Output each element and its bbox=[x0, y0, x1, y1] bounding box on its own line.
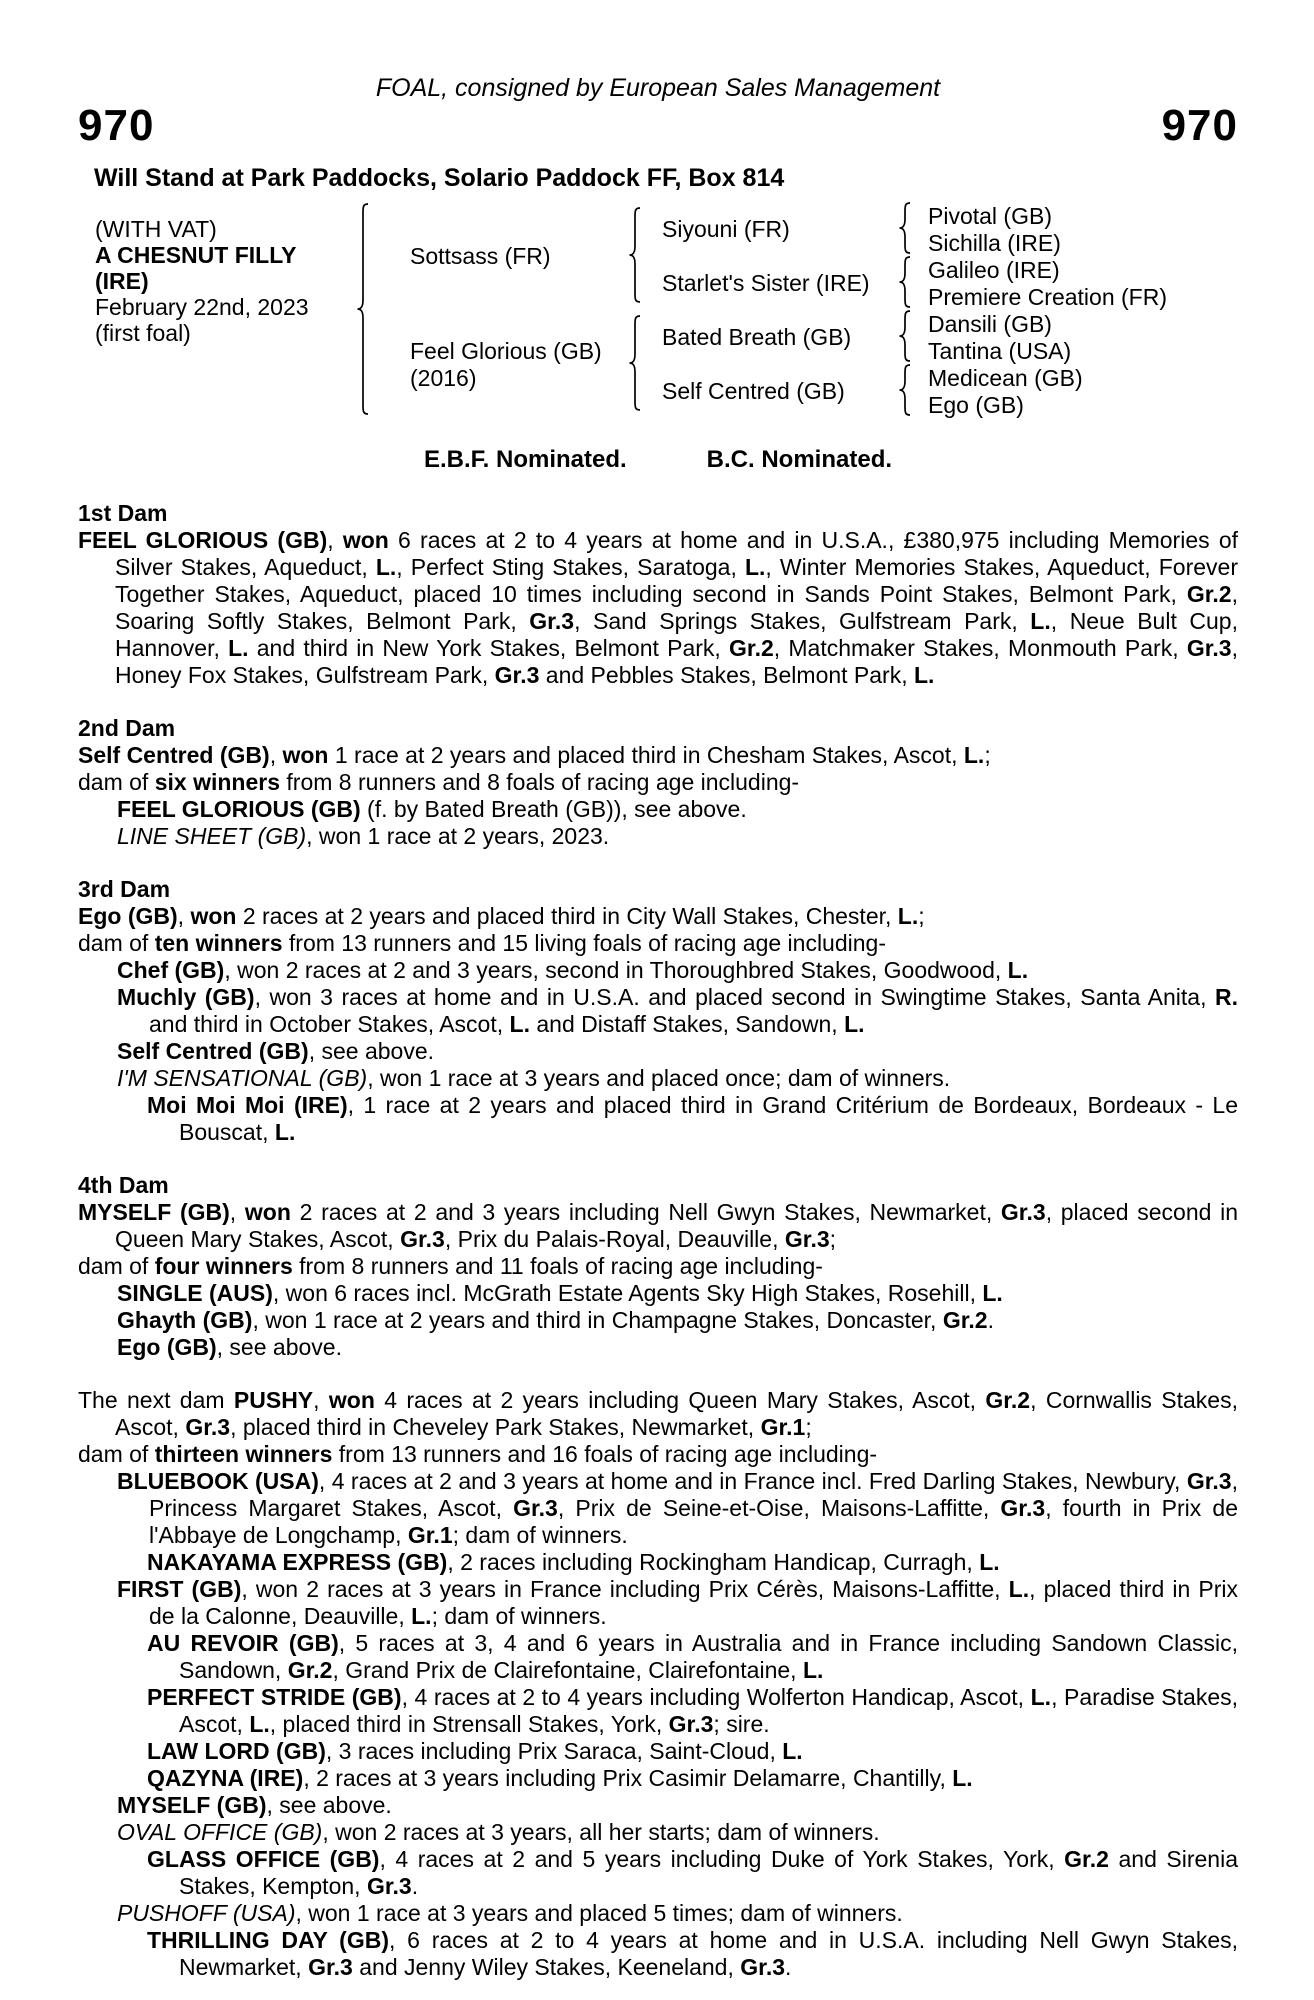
dam-heading: 3rd Dam bbox=[78, 876, 171, 902]
foal-detail-line: A CHESNUT FILLY bbox=[95, 242, 297, 268]
emphasized-text: Gr.3 bbox=[784, 1226, 830, 1252]
body-text: , 4 races at 2 and 5 years including Duke of York Stakes, York, bbox=[379, 1846, 1065, 1872]
foal-details bbox=[95, 216, 309, 346]
emphasized-text: Gr.2 bbox=[985, 1387, 1031, 1413]
body-text: , won 3 races at home and in U.S.A. and placed second in Swingtime Stakes, Santa Anita, bbox=[254, 984, 1215, 1010]
pedigree-paragraph bbox=[117, 1819, 1238, 1846]
lot-number-right: 970 bbox=[1161, 101, 1238, 150]
pedigree-horse-name: Pivotal (GB) bbox=[928, 203, 1052, 229]
stand-location-line: Will Stand at Park Paddocks, Solario Paddock FF, Box 814 bbox=[94, 164, 785, 192]
emphasized-text: FEEL GLORIOUS (GB) bbox=[117, 796, 361, 822]
body-text: (f. by Bated Breath (GB)), see above. bbox=[360, 796, 747, 822]
nominations-row bbox=[78, 446, 1238, 474]
emphasized-text: L. bbox=[897, 903, 919, 929]
emphasized-text: Muchly (GB) bbox=[117, 984, 255, 1010]
dam-section bbox=[78, 1387, 1238, 1981]
body-text: , 4 races at 2 to 4 years including Wolferton Handicap, Ascot, bbox=[401, 1684, 1031, 1710]
emphasized-text: Gr.2 bbox=[1064, 1846, 1109, 1872]
pedigree-brace-icon bbox=[896, 256, 914, 313]
emphasized-text: L. bbox=[963, 742, 985, 768]
bc-nominated-label: B.C. Nominated. bbox=[706, 446, 893, 473]
emphasized-text: FIRST (GB) bbox=[117, 1576, 242, 1602]
pedigree-brace-icon bbox=[896, 364, 914, 421]
pedigree-paragraph bbox=[78, 527, 1239, 689]
body-text: 1 race at 2 years and placed third in Chesham Stakes, Ascot, bbox=[328, 742, 964, 768]
pedigree-tree bbox=[78, 196, 1238, 430]
body-text: ; sire. bbox=[713, 1711, 770, 1737]
emphasized-text: L. bbox=[411, 1603, 432, 1629]
pedigree-horse-name: Starlet's Sister (IRE) bbox=[662, 270, 870, 296]
body-text: , bbox=[327, 527, 343, 553]
pedigree-horse-name: Sichilla (IRE) bbox=[928, 230, 1061, 256]
body-text: , bbox=[313, 1387, 329, 1413]
body-text: ; bbox=[805, 1414, 812, 1440]
emphasized-text: Gr.3 bbox=[494, 662, 540, 688]
emphasized-text: L. bbox=[228, 635, 249, 661]
body-text: , placed third in Strensall Stakes, York, bbox=[269, 1711, 669, 1737]
ebf-nominated-label: E.B.F. Nominated. bbox=[423, 446, 627, 473]
body-text: , Prix de Seine-et-Oise, Maisons-Laffitte, bbox=[557, 1495, 1001, 1521]
emphasized-text: Self Centred (GB) bbox=[78, 742, 270, 768]
pedigree-paragraph bbox=[117, 1280, 1238, 1307]
body-text: , Cornwallis Stakes, Ascot, bbox=[115, 1387, 1238, 1440]
pedigree-paragraph bbox=[117, 1038, 1238, 1065]
lot-number-row bbox=[78, 101, 1238, 152]
body-text: and Pebbles Stakes, Belmont Park, bbox=[539, 662, 914, 688]
emphasized-text: won bbox=[342, 527, 389, 553]
emphasized-text: six winners bbox=[154, 769, 280, 795]
pedigree-horse-name: Sottsass (FR) bbox=[410, 243, 551, 269]
pedigree-paragraph bbox=[117, 984, 1238, 1038]
emphasized-text: L. bbox=[914, 662, 935, 688]
body-text: , Princess Margaret Stakes, Ascot, bbox=[149, 1468, 1238, 1521]
emphasized-text: GLASS OFFICE (GB) bbox=[147, 1846, 380, 1872]
body-text: and third in October Stakes, Ascot, bbox=[149, 1011, 510, 1037]
emphasized-text: Gr.2 bbox=[942, 1307, 988, 1333]
emphasized-text: Gr.2 bbox=[1186, 581, 1232, 607]
emphasized-text: Chef (GB) bbox=[117, 957, 225, 983]
emphasized-text: LINE SHEET (GB) bbox=[117, 823, 307, 849]
emphasized-text: Gr.3 bbox=[308, 1954, 353, 1980]
emphasized-text: Gr.2 bbox=[729, 635, 774, 661]
body-text: , see above. bbox=[266, 1792, 392, 1818]
body-text: 4 races at 2 years including Queen Mary Stakes, Ascot, bbox=[374, 1387, 986, 1413]
pedigree-paragraph bbox=[78, 1387, 1238, 1441]
body-text: , won 6 races incl. McGrath Estate Agents Sky High Stakes, Rosehill, bbox=[272, 1280, 983, 1306]
pedigree-horse-name: Dansili (GB) bbox=[928, 311, 1052, 337]
body-text: , see above. bbox=[308, 1038, 434, 1064]
emphasized-text: Gr.3 bbox=[366, 1873, 412, 1899]
body-text: , Neue Bult Cup, Hannover, bbox=[115, 608, 1238, 661]
emphasized-text: MYSELF (GB) bbox=[117, 1792, 267, 1818]
emphasized-text: won bbox=[244, 1199, 291, 1225]
emphasized-text: thirteen winners bbox=[154, 1441, 333, 1467]
body-text: and third in New York Stakes, Belmont Park, bbox=[248, 635, 729, 661]
body-text: , 5 races at 3, 4 and 6 years in Australia and in France including Sandown Classic, Sandown, bbox=[179, 1630, 1238, 1683]
emphasized-text: L. bbox=[249, 1711, 270, 1737]
pedigree-horse-name: Medicean (GB) bbox=[928, 365, 1083, 391]
emphasized-text: R. bbox=[1214, 984, 1238, 1010]
body-text: from 13 runners and 16 foals of racing age including- bbox=[332, 1441, 878, 1467]
emphasized-text: L. bbox=[802, 1657, 824, 1683]
emphasized-text: THRILLING DAY (GB) bbox=[147, 1927, 390, 1953]
emphasized-text: Moi Moi Moi (IRE) bbox=[147, 1092, 348, 1118]
pedigree-paragraph bbox=[78, 742, 1238, 769]
emphasized-text: L. bbox=[982, 1280, 1003, 1306]
emphasized-text: L. bbox=[744, 554, 766, 580]
pedigree-paragraph bbox=[78, 1441, 1238, 1468]
lot-number-left: 970 bbox=[78, 101, 155, 150]
pedigree-horse-name: Siyouni (FR) bbox=[662, 216, 790, 242]
foal-detail-line: February 22nd, 2023 bbox=[95, 294, 309, 320]
body-text: , won 2 races at 3 years, all her starts; dam of winners. bbox=[322, 1819, 880, 1845]
emphasized-text: Ego (GB) bbox=[117, 1334, 217, 1360]
body-text: , won 1 race at 3 years and placed once; dam of winners. bbox=[367, 1065, 951, 1091]
pedigree-paragraph bbox=[117, 1468, 1238, 1549]
body-text: dam of bbox=[78, 1253, 155, 1279]
pedigree-paragraph bbox=[147, 1684, 1238, 1738]
emphasized-text: QAZYNA (IRE) bbox=[147, 1765, 304, 1791]
emphasized-text: AU REVOIR (GB) bbox=[147, 1630, 339, 1656]
emphasized-text: Gr.1 bbox=[760, 1414, 806, 1440]
pedigree-paragraph bbox=[117, 1334, 1238, 1361]
pedigree-paragraph bbox=[78, 903, 1238, 930]
emphasized-text: won bbox=[190, 903, 237, 929]
pedigree-brace-icon bbox=[626, 315, 644, 416]
pedigree-horse-name: (2016) bbox=[410, 365, 477, 391]
emphasized-text: Gr.3 bbox=[1186, 635, 1232, 661]
pedigree-paragraph bbox=[147, 1765, 1238, 1792]
body-text: , placed second in Queen Mary Stakes, Ascot, bbox=[115, 1199, 1239, 1252]
emphasized-text: Gr.3 bbox=[1000, 1199, 1046, 1225]
body-text: , 1 race at 2 years and placed third in Grand Critérium de Bordeaux, Bordeaux - Le Bouscat, bbox=[179, 1092, 1238, 1145]
body-text: , bbox=[177, 903, 191, 929]
emphasized-text: Gr.2 bbox=[287, 1657, 333, 1683]
pedigree-horse-name: Galileo (IRE) bbox=[928, 257, 1060, 283]
emphasized-text: won bbox=[328, 1387, 375, 1413]
pedigree-paragraph bbox=[117, 823, 1238, 850]
body-text: . bbox=[411, 1873, 419, 1899]
body-text: , 3 races including Prix Saraca, Saint-Cloud, bbox=[325, 1738, 783, 1764]
emphasized-text: Self Centred (GB) bbox=[117, 1038, 309, 1064]
emphasized-text: L. bbox=[979, 1549, 1000, 1575]
emphasized-text: Gr.3 bbox=[185, 1414, 231, 1440]
pedigree-paragraph bbox=[147, 1927, 1239, 1981]
emphasized-text: L. bbox=[1007, 957, 1029, 983]
emphasized-text: L. bbox=[1008, 1576, 1030, 1602]
body-text: ; dam of winners. bbox=[431, 1603, 607, 1629]
pedigree-paragraph bbox=[117, 957, 1238, 984]
body-text: 2 races at 2 years and placed third in City Wall Stakes, Chester, bbox=[236, 903, 898, 929]
emphasized-text: I'M SENSATIONAL (GB) bbox=[117, 1065, 368, 1091]
foal-detail-line: (WITH VAT) bbox=[95, 216, 217, 242]
pedigree-horse-name: Tantina (USA) bbox=[928, 338, 1072, 364]
emphasized-text: L. bbox=[1030, 1684, 1052, 1710]
pedigree-paragraph bbox=[147, 1630, 1238, 1684]
emphasized-text: LAW LORD (GB) bbox=[147, 1738, 326, 1764]
pedigree-paragraph bbox=[78, 1253, 1238, 1280]
pedigree-paragraph bbox=[147, 1549, 1238, 1576]
body-text: , Matchmaker Stakes, Monmouth Park, bbox=[773, 635, 1187, 661]
body-text: from 8 runners and 11 foals of racing age including- bbox=[292, 1253, 823, 1279]
emphasized-text: Gr.3 bbox=[1186, 1468, 1232, 1494]
emphasized-text: won bbox=[282, 742, 329, 768]
body-text: , bbox=[229, 1199, 245, 1225]
foal-detail-line: (IRE) bbox=[95, 268, 149, 294]
body-text: , won 1 race at 2 years and third in Champagne Stakes, Doncaster, bbox=[252, 1307, 943, 1333]
emphasized-text: PUSHY bbox=[233, 1387, 314, 1413]
emphasized-text: OVAL OFFICE (GB) bbox=[117, 1819, 323, 1845]
body-text: ; dam of winners. bbox=[452, 1522, 628, 1548]
pedigree-paragraph bbox=[78, 1199, 1239, 1253]
dam-sections bbox=[78, 500, 1238, 1981]
pedigree-paragraph bbox=[147, 1738, 1238, 1765]
pedigree-paragraph bbox=[78, 930, 1238, 957]
emphasized-text: PERFECT STRIDE (GB) bbox=[147, 1684, 402, 1710]
emphasized-text: L. bbox=[952, 1765, 973, 1791]
pedigree-paragraph bbox=[117, 796, 1238, 823]
emphasized-text: L. bbox=[844, 1011, 865, 1037]
body-text: , see above. bbox=[216, 1334, 342, 1360]
body-text: ; bbox=[829, 1226, 837, 1252]
emphasized-text: L. bbox=[375, 554, 397, 580]
pedigree-paragraph bbox=[117, 1900, 1238, 1927]
emphasized-text: NAKAYAMA EXPRESS (GB) bbox=[147, 1549, 448, 1575]
body-text: , Sand Springs Stakes, Gulfstream Park, bbox=[574, 608, 1031, 634]
dam-section bbox=[78, 876, 1238, 1146]
dam-section bbox=[78, 715, 1238, 850]
emphasized-text: FEEL GLORIOUS (GB) bbox=[78, 527, 328, 553]
emphasized-text: BLUEBOOK (USA) bbox=[117, 1468, 319, 1494]
pedigree-paragraph bbox=[147, 1092, 1238, 1146]
body-text: and Jenny Wiley Stakes, Keeneland, bbox=[352, 1954, 741, 1980]
body-text: dam of bbox=[78, 1441, 155, 1467]
emphasized-text: L. bbox=[509, 1011, 530, 1037]
body-text: , 2 races at 3 years including Prix Casimir Delamarre, Chantilly, bbox=[303, 1765, 953, 1791]
body-text: dam of bbox=[78, 769, 155, 795]
emphasized-text: L. bbox=[274, 1119, 296, 1145]
dam-section bbox=[78, 500, 1238, 689]
emphasized-text: Gr.3 bbox=[400, 1226, 445, 1252]
emphasized-text: SINGLE (AUS) bbox=[117, 1280, 273, 1306]
body-text: 6 races at 2 to 4 years at home and in U.S.A., £380,975 including Memories of Silver Stakes, Aqueduct, bbox=[115, 527, 1239, 580]
emphasized-text: ten winners bbox=[154, 930, 283, 956]
body-text: , bbox=[269, 742, 283, 768]
pedigree-paragraph bbox=[117, 1792, 1238, 1819]
body-text: and Sirenia Stakes, Kempton, bbox=[179, 1846, 1238, 1899]
dam-heading: 4th Dam bbox=[78, 1172, 169, 1198]
dam-heading: 1st Dam bbox=[78, 500, 168, 526]
emphasized-text: Gr.3 bbox=[1000, 1495, 1046, 1521]
body-text: dam of bbox=[78, 930, 155, 956]
body-text: , Soaring Softly Stakes, Belmont Park, bbox=[115, 581, 1238, 634]
body-text: , won 2 races at 3 years in France including Prix Cérès, Maisons-Laffitte, bbox=[241, 1576, 1009, 1602]
pedigree-brace-icon bbox=[626, 207, 644, 308]
pedigree-paragraph bbox=[78, 769, 1238, 796]
body-text: , won 1 race at 2 years, 2023. bbox=[306, 823, 610, 849]
pedigree-brace-icon bbox=[896, 202, 914, 259]
body-text: , 2 races including Rockingham Handicap, Curragh, bbox=[447, 1549, 980, 1575]
body-text: 2 races at 2 and 3 years including Nell Gwyn Stakes, Newmarket, bbox=[290, 1199, 1001, 1225]
body-text: , Winter Memories Stakes, Aqueduct, Forever Together Stakes, Aqueduct, placed 10 times including second in Sands Point Stakes, Belmont Park, bbox=[115, 554, 1238, 607]
dam-heading: 2nd Dam bbox=[78, 715, 176, 741]
emphasized-text: L. bbox=[1030, 608, 1051, 634]
emphasized-text: PUSHOFF (USA) bbox=[117, 1900, 296, 1926]
pedigree-horse-name: Feel Glorious (GB) bbox=[410, 338, 602, 364]
pedigree-paragraph bbox=[117, 1576, 1238, 1630]
body-text: ; bbox=[918, 903, 925, 929]
body-text: , fourth in Prix de l'Abbaye de Longchamp, bbox=[149, 1495, 1238, 1548]
dam-section bbox=[78, 1172, 1238, 1361]
emphasized-text: L. bbox=[782, 1738, 803, 1764]
body-text: from 8 runners and 8 foals of racing age including- bbox=[280, 769, 800, 795]
body-text: , placed third in Prix de la Calonne, Deauville, bbox=[149, 1576, 1238, 1629]
pedigree-brace-icon bbox=[354, 203, 372, 420]
emphasized-text: Ghayth (GB) bbox=[117, 1307, 253, 1333]
body-text: , 4 races at 2 and 3 years at home and in France incl. Fred Darling Stakes, Newbury, bbox=[318, 1468, 1187, 1494]
body-text: and Distaff Stakes, Sandown, bbox=[529, 1011, 845, 1037]
emphasized-text: Gr.3 bbox=[513, 1495, 558, 1521]
emphasized-text: Ego (GB) bbox=[78, 903, 178, 929]
pedigree-paragraph bbox=[147, 1846, 1238, 1900]
emphasized-text: Gr.3 bbox=[740, 1954, 786, 1980]
body-text: , Prix du Palais-Royal, Deauville, bbox=[444, 1226, 785, 1252]
body-text: , Paradise Stakes, Ascot, bbox=[179, 1684, 1238, 1737]
emphasized-text: MYSELF (GB) bbox=[78, 1199, 230, 1225]
emphasized-text: Gr.3 bbox=[529, 608, 575, 634]
body-text: from 13 runners and 15 living foals of racing age including- bbox=[282, 930, 886, 956]
body-text: . bbox=[785, 1954, 792, 1980]
body-text: , won 2 races at 2 and 3 years, second in Thoroughbred Stakes, Goodwood, bbox=[224, 957, 1008, 983]
body-text: , Honey Fox Stakes, Gulfstream Park, bbox=[115, 635, 1238, 688]
body-text: , Perfect Sting Stakes, Saratoga, bbox=[396, 554, 745, 580]
consignor-line: FOAL, consigned by European Sales Management bbox=[375, 74, 941, 102]
emphasized-text: Gr.3 bbox=[668, 1711, 714, 1737]
foal-detail-line: (first foal) bbox=[95, 320, 191, 346]
emphasized-text: four winners bbox=[154, 1253, 293, 1279]
body-text: , placed third in Cheveley Park Stakes, Newmarket, bbox=[230, 1414, 761, 1440]
body-text: , won 1 race at 3 years and placed 5 times; dam of winners. bbox=[295, 1900, 903, 1926]
body-text: , Grand Prix de Clairefontaine, Clairefontaine, bbox=[332, 1657, 803, 1683]
pedigree-horse-name: Self Centred (GB) bbox=[662, 378, 845, 404]
pedigree-horse-name: Premiere Creation (FR) bbox=[928, 284, 1167, 310]
pedigree-paragraph bbox=[117, 1307, 1238, 1334]
pedigree-brace-icon bbox=[896, 310, 914, 367]
body-text: The next dam bbox=[78, 1387, 234, 1413]
pedigree-paragraph bbox=[117, 1065, 1238, 1092]
emphasized-text: Gr.1 bbox=[407, 1522, 453, 1548]
body-text: ; bbox=[984, 742, 991, 768]
body-text: . bbox=[987, 1307, 994, 1333]
pedigree-horse-name: Ego (GB) bbox=[928, 392, 1024, 418]
body-text: , 6 races at 2 to 4 years at home and in U.S.A. including Nell Gwyn Stakes, Newmarket, bbox=[179, 1927, 1239, 1980]
pedigree-horse-name: Bated Breath (GB) bbox=[662, 324, 852, 350]
